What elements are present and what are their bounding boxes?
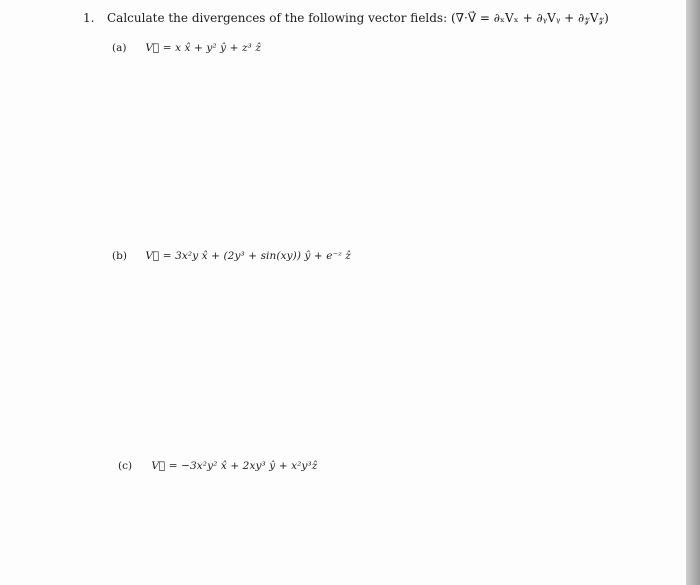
part-c [118,460,317,472]
part-b-formula: V⃗ = 3x²y x̂ + (2y³ + sin(xy)) ŷ + e⁻ᶻ ẑ [145,250,351,262]
part-a-label: (a) [112,42,127,54]
page-edge-shadow [686,0,700,585]
part-b-label: (b) [112,250,127,262]
part-b [112,250,351,262]
problem-number: 1. [83,11,95,25]
part-a [112,42,261,54]
part-a-formula: V⃗ = x x̂ + y² ŷ + z³ ẑ [145,42,261,54]
part-c-label: (c) [118,460,133,472]
part-c-formula: V⃗ = −3x²y² x̂ + 2xy³ ŷ + x²y³ẑ [151,460,318,472]
problem-statement: Calculate the divergences of the following vector fields: (∇·V⃗ = ∂ₓVₓ + ∂ᵧVᵧ + ∂𝓏V𝓏) [107,11,609,25]
